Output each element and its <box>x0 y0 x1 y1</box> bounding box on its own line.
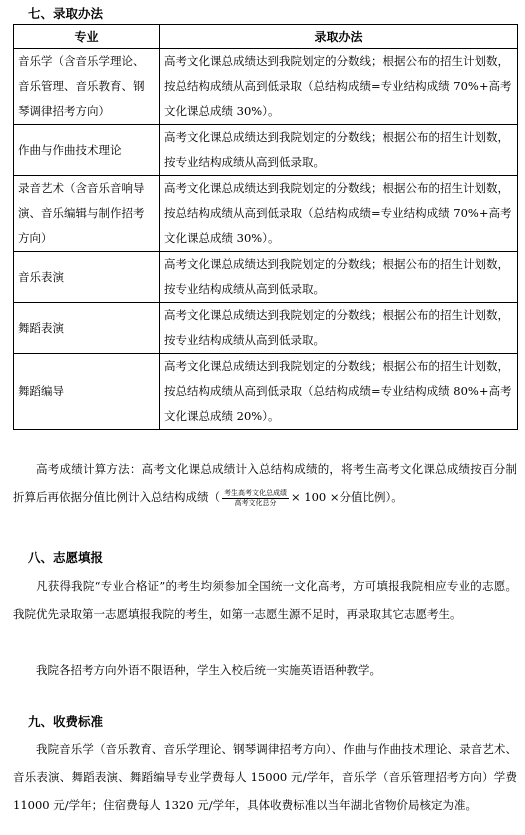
major-cell: 作曲与作曲技术理论 <box>14 125 160 176</box>
major-cell: 舞蹈表演 <box>14 303 160 354</box>
major-cell: 音乐学（含音乐学理论、音乐管理、音乐教育、钢琴调律招考方向） <box>14 49 160 125</box>
method-cell: 高考文化课总成绩达到我院划定的分数线；根据公布的招生计划数，按专业结构成绩从高到低录取。 <box>160 125 518 176</box>
fraction-denominator: 高考文化总分 <box>234 498 277 507</box>
table-row <box>14 176 518 252</box>
section9-paragraph-1: 我院音乐学（音乐教育、音乐学理论、钢琴调律招考方向）、作曲与作曲技术理论、录音艺术、音乐表演、舞蹈表演、舞蹈编导专业学费每人 15000 元/学年，音乐学（音乐管理招考方向）学费 11000 元/学年；住宿费每人 1320 元/学年，具体收费标准以当年湖北省物价局核定为准。 <box>13 742 517 812</box>
header-major: 专业 <box>14 25 160 49</box>
major-cell: 音乐表演 <box>14 252 160 303</box>
note-text-before: 高考成绩计算方法：高考文化课总成绩计入总结构成绩的，将考生高考文化课总成绩按百分制折算后再依据分值比例计入总结构成绩（ <box>13 462 517 504</box>
header-method: 录取办法 <box>160 25 518 49</box>
method-cell: 高考文化课总成绩达到我院划定的分数线；根据公布的招生计划数，按专业结构成绩从高到低录取。 <box>160 252 518 303</box>
admission-table <box>13 24 518 430</box>
section8-heading: 八、志愿填报 <box>28 550 104 565</box>
table-row <box>14 303 518 354</box>
table-row <box>14 252 518 303</box>
table-row <box>14 354 518 430</box>
method-cell: 高考文化课总成绩达到我院划定的分数线；根据公布的招生计划数，按专业结构成绩从高到低录取。 <box>160 303 518 354</box>
section8-paragraph-2: 我院各招考方向外语不限语种，学生入校后统一实施英语语种教学。 <box>36 663 381 677</box>
method-cell: 高考文化课总成绩达到我院划定的分数线；根据公布的招生计划数，按总结构成绩从高到低录取（总结构成绩=专业结构成绩 70%+高考文化课总成绩 30%）。 <box>160 176 518 252</box>
note-text-after: × 100 ×分值比例）。 <box>291 490 403 504</box>
major-cell: 舞蹈编导 <box>14 354 160 430</box>
section7-heading: 七、录取办法 <box>28 6 104 21</box>
score-fraction <box>222 489 289 508</box>
section9-heading: 九、收费标准 <box>28 714 104 729</box>
fraction-numerator: 考生高考文化总成绩 <box>224 488 287 497</box>
table-row <box>14 125 518 176</box>
table-row <box>14 49 518 125</box>
score-calculation-note <box>13 455 517 511</box>
method-cell: 高考文化课总成绩达到我院划定的分数线；根据公布的招生计划数，按总结构成绩从高到低录取（总结构成绩=专业结构成绩 70%+高考文化课总成绩 30%）。 <box>160 49 518 125</box>
section8-paragraph-1: 凡获得我院“专业合格证”的考生均须参加全国统一文化高考，方可填报我院相应专业的志愿。我院优先录取第一志愿填报我院的考生，如第一志愿生源不足时，再录取其它志愿考生。 <box>13 579 517 621</box>
table-header-row <box>14 25 518 49</box>
method-cell: 高考文化课总成绩达到我院划定的分数线；根据公布的招生计划数，按总结构成绩从高到低录取（总结构成绩=专业结构成绩 80%+高考文化课总成绩 20%）。 <box>160 354 518 430</box>
major-cell: 录音艺术（含音乐音响导演、音乐编辑与制作招考方向） <box>14 176 160 252</box>
